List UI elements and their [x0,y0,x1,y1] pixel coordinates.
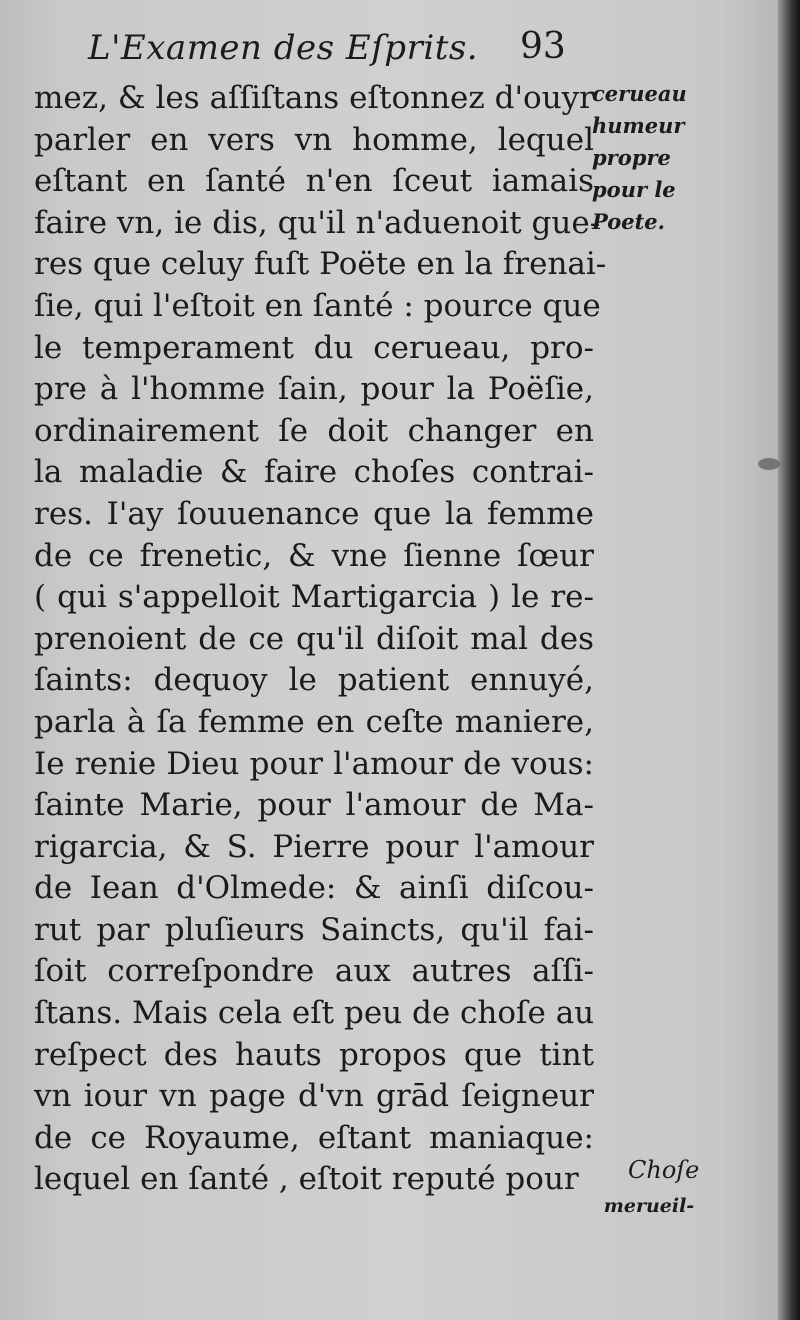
text-line: vn iour vn page d'vn grād ſeigneur [34,1078,594,1115]
text-line: de Iean d'Olmede: & ainſi diſcou- [34,870,594,907]
text-line: mez, & les aſſiſtans eſtonnez d'ouyr [34,80,594,116]
text-line: res. I'ay ſouuenance que la femme [34,495,594,532]
text-line: res que celuy fuſt Poëte en la frenai- [34,246,607,283]
text-line: de ce frenetic, & vne ſienne ſœur [34,537,594,574]
text-line: rigarcia, & S. Pierre pour l'amour [34,828,594,865]
margin-note-line: propre [592,145,671,170]
page-header [88,22,588,78]
margin-note-line: Choſe [628,1156,700,1184]
margin-note-line: pour le [592,177,676,202]
text-line: rut par pluſieurs Saincts, qu'il fai- [34,911,594,948]
body-text [34,78,607,1201]
text-line: parler en vers vn homme, lequel [34,121,594,158]
text-line: parla à ſa femme en ceſte maniere, [34,703,594,740]
text-line: ( qui s'appelloit Martigarcia ) le re- [34,579,594,616]
text-line: Ie renie Dieu pour l'amour de vous: [34,745,594,782]
margin-note-cerueau [592,78,702,238]
margin-note-chose [594,1152,704,1224]
margin-note-line: cerueau [592,81,687,106]
text-line: faire vn, ie dis, qu'il n'aduenoit gue- [34,204,601,241]
text-line: ordinairement ſe doit changer en [34,412,594,449]
text-line: ſtans. Mais cela eſt peu de choſe au [34,995,595,1032]
text-line: pre à l'homme ſain, pour la Poëſie, [34,371,594,408]
text-line: le temperament du cerueau, pro- [34,329,594,366]
text-line: ſainte Marie, pour l'amour de Ma- [34,787,594,824]
margin-note-line: merueil- [603,1195,695,1217]
text-line: de ce Royaume, eſtant maniaque: [34,1119,594,1156]
page-number: 93 [520,26,566,67]
text-line: reſpect des hauts propos que tint [34,1036,594,1073]
text-line: ſoit correſpondre aux autres aſſi- [34,953,594,990]
text-line: lequel en ſanté , eſtoit reputé pour [34,1161,579,1198]
page-edge-shadow [778,0,800,1320]
ink-stain [758,458,780,470]
margin-note-line: humeur [592,113,685,138]
text-line: ſaints: dequoy le patient ennuyé, [34,662,594,699]
text-line: la maladie & faire choſes contrai- [34,454,594,491]
text-line: prenoient de ce qu'il diſoit mal des [34,620,594,657]
text-line: eſtant en ſanté n'en ſceut iamais [34,163,594,200]
running-title: L'Examen des Eſprits. [88,28,479,68]
text-line: ſie, qui l'eſtoit en ſanté : pource que [34,287,601,324]
margin-note-line: Poete. [592,209,665,234]
